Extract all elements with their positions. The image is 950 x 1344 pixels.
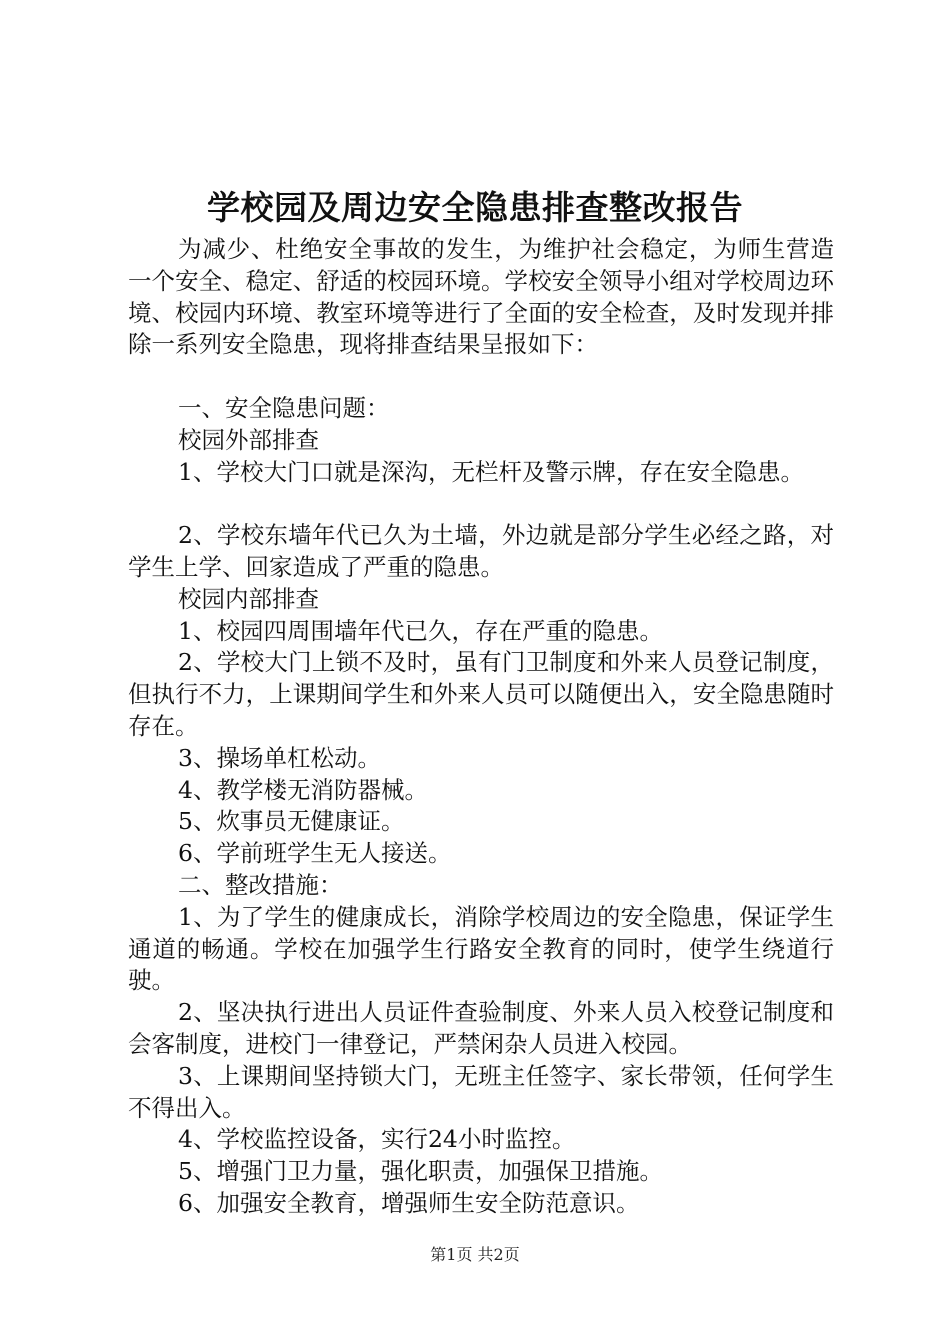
paragraph-spacer	[128, 488, 834, 520]
internal-item-2: 2、学校大门上锁不及时，虽有门卫制度和外来人员登记制度，但执行不力，上课期间学生和外来人员可以随便出入，安全隐患随时存在。	[128, 648, 834, 740]
internal-item-6: 6、学前班学生无人接送。	[178, 839, 452, 868]
internal-item-5: 5、炊事员无健康证。	[178, 807, 405, 836]
internal-item-4: 4、教学楼无消防器械。	[178, 775, 428, 804]
external-item-2: 2、学校东墙年代已久为土墙，外边就是部分学生必经之路，对学生上学、回家造成了严重的隐患。	[128, 521, 834, 581]
page-footer: 第1页 共2页	[430, 1245, 520, 1264]
document-title: 学校园及周边安全隐患排查整改报告	[207, 188, 743, 227]
measure-item-1: 1、为了学生的健康成长，消除学校周边的安全隐患，保证学生通道的畅通。学校在加强学生行路安全教育的同时，使学生绕道行驶。	[128, 902, 834, 995]
document-body	[128, 234, 834, 1220]
section-1-heading: 一、安全隐患问题：	[178, 393, 390, 422]
measure-item-6: 6、加强安全教育，增强师生安全防范意识。	[178, 1188, 640, 1217]
measure-item-4: 4、学校监控设备，实行24小时监控。	[178, 1125, 576, 1154]
intro-paragraph: 为减少、杜绝安全事故的发生，为维护社会稳定，为师生营造一个安全、稳定、舒适的校园环境。学校安全领导小组对学校周边环境、校园内环境、教室环境等进行了全面的安全检查，及时发现并排除一系列安全隐患，现将排查结果呈报如下：	[128, 235, 834, 359]
measure-item-3: 3、上课期间坚持锁大门，无班主任签字、家长带领，任何学生不得出入。	[128, 1061, 834, 1122]
internal-item-1: 1、校园四周围墙年代已久，存在严重的隐患。	[178, 616, 663, 645]
measure-item-5: 5、增强门卫力量，强化职责，加强保卫措施。	[178, 1157, 663, 1186]
section-2-heading: 二、整改措施：	[178, 870, 343, 899]
paragraph-spacer	[128, 361, 834, 393]
external-check-heading: 校园外部排查	[178, 425, 319, 454]
internal-item-3: 3、操场单杠松动。	[178, 743, 381, 772]
internal-check-heading: 校园内部排查	[178, 584, 319, 613]
measure-item-2: 2、坚决执行进出人员证件查验制度、外来人员入校登记制度和会客制度，进校门一律登记，严禁闲杂人员进入校园。	[128, 998, 834, 1058]
external-item-1: 1、学校大门口就是深沟，无栏杆及警示牌，存在安全隐患。	[178, 457, 804, 486]
